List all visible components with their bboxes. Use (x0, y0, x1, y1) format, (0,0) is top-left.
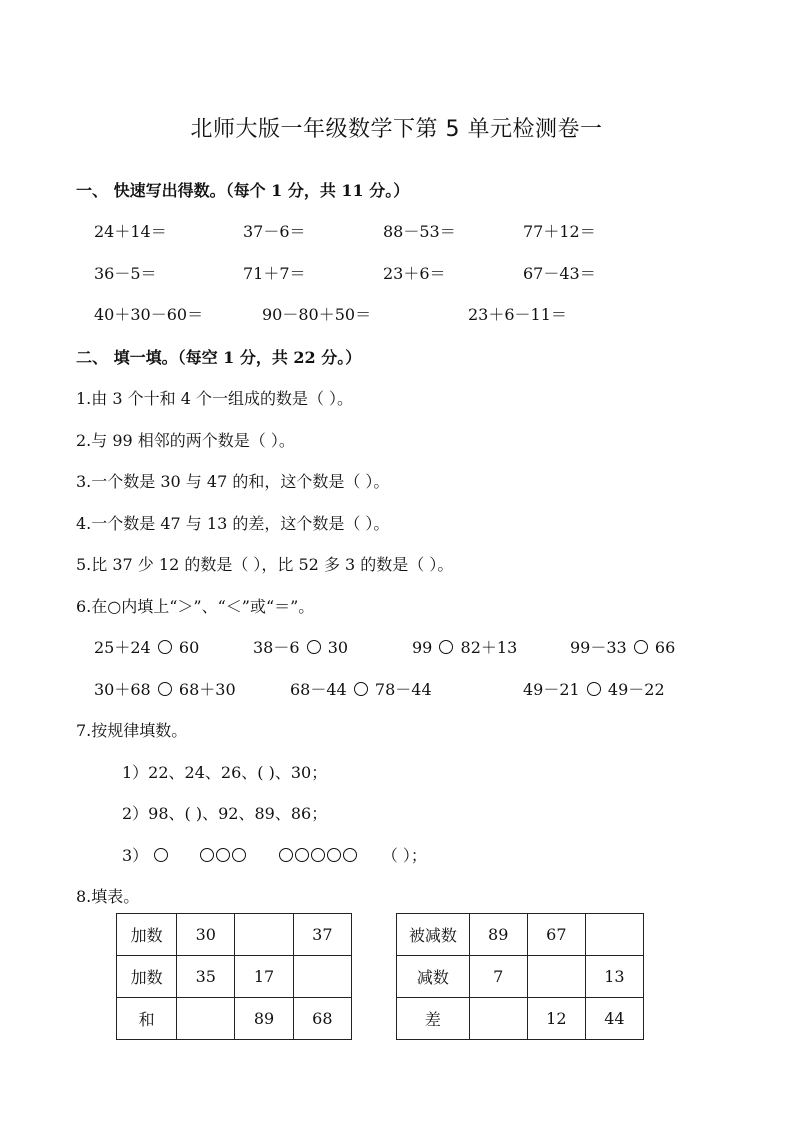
compare-left: 68－44 (290, 680, 347, 699)
compare-right: 66 (654, 638, 676, 657)
question-7-3-prefix: 3） (122, 846, 149, 865)
compare-right: 68＋30 (178, 680, 236, 699)
table-cell: 7 (469, 956, 527, 998)
compare-item (290, 677, 432, 700)
table-cell[interactable] (177, 998, 235, 1040)
table-row (397, 914, 644, 956)
question-8: 8.填表。 (76, 887, 140, 906)
compare-item (94, 635, 199, 658)
table-cell: 68 (293, 998, 351, 1040)
table-cell: 89 (235, 998, 293, 1040)
section-1-heading: 一、 快速写出得数。（每个 1 分，共 11 分。） (76, 181, 410, 200)
circle-icon (154, 848, 168, 862)
compare-left: 99 (412, 638, 433, 657)
compare-right: 78－44 (374, 680, 432, 699)
table-cell: 35 (177, 956, 235, 998)
table-cell: 被减数 (397, 914, 470, 956)
circle-icon (311, 848, 325, 862)
calc-item: 37－6＝ (243, 222, 306, 241)
table-cell: 89 (469, 914, 527, 956)
table-row (397, 956, 644, 998)
circle-blank[interactable] (354, 682, 368, 696)
compare-left: 49－21 (523, 680, 580, 699)
calc-item: 36－5＝ (94, 264, 157, 283)
table-cell: 差 (397, 998, 470, 1040)
table-row (117, 956, 352, 998)
table-cell[interactable] (235, 914, 293, 956)
compare-left: 30＋68 (94, 680, 151, 699)
compare-item (523, 677, 665, 700)
table-cell: 30 (177, 914, 235, 956)
compare-left: 25＋24 (94, 638, 151, 657)
question-6: 6.在○内填上“＞”、“＜”或“＝”。 (76, 597, 315, 616)
table-row (117, 914, 352, 956)
circle-icon (200, 848, 214, 862)
table-row (117, 998, 352, 1040)
page-title: 北师大版一年级数学下第 5 单元检测卷一 (190, 117, 603, 142)
compare-item (94, 677, 236, 700)
table-row (397, 998, 644, 1040)
compare-item (570, 635, 675, 658)
compare-left: 38－6 (253, 638, 300, 657)
table-cell: 加数 (117, 914, 177, 956)
circle-blank[interactable] (439, 640, 453, 654)
table-cell[interactable] (293, 956, 351, 998)
circle-blank[interactable] (634, 640, 648, 654)
question-7-2: 2）98、( )、92、89、86； (122, 804, 328, 823)
addition-table (116, 913, 352, 1040)
compare-right: 49－22 (607, 680, 665, 699)
compare-item (253, 635, 348, 658)
table-cell: 和 (117, 998, 177, 1040)
compare-right: 30 (327, 638, 349, 657)
question-4: 4.一个数是 47 与 13 的差，这个数是（ ）。 (76, 514, 390, 533)
circle-icon (232, 848, 246, 862)
question-7: 7.按规律填数。 (76, 721, 188, 740)
question-3: 3.一个数是 30 与 47 的和，这个数是（ ）。 (76, 472, 390, 491)
circle-blank[interactable] (158, 640, 172, 654)
circle-icon (295, 848, 309, 862)
compare-right: 60 (178, 638, 200, 657)
section-2-heading: 二、 填一填。（每空 1 分，共 22 分。） (76, 348, 362, 367)
calc-item: 88－53＝ (383, 222, 456, 241)
calc-item: 40＋30－60＝ (94, 305, 204, 324)
circle-blank[interactable] (587, 682, 601, 696)
table-cell[interactable] (585, 914, 643, 956)
circle-blank[interactable] (307, 640, 321, 654)
table-cell: 37 (293, 914, 351, 956)
question-1: 1.由 3 个十和 4 个一组成的数是（ ）。 (76, 389, 354, 408)
calc-item: 23＋6＝ (383, 264, 446, 283)
table-cell: 13 (585, 956, 643, 998)
table-cell: 17 (235, 956, 293, 998)
table-cell: 减数 (397, 956, 470, 998)
calc-item: 24＋14＝ (94, 222, 167, 241)
circle-icon (216, 848, 230, 862)
question-7-3-blank: （ ）； (381, 846, 427, 865)
table-cell[interactable] (469, 998, 527, 1040)
table-cell: 67 (527, 914, 585, 956)
question-5: 5.比 37 少 12 的数是（ ），比 52 多 3 的数是（ ）。 (76, 555, 454, 574)
circle-blank[interactable] (158, 682, 172, 696)
question-2: 2.与 99 相邻的两个数是（ ）。 (76, 431, 295, 450)
table-cell: 12 (527, 998, 585, 1040)
circle-icon (343, 848, 357, 862)
calc-item: 23＋6－11＝ (468, 305, 567, 324)
question-7-1: 1）22、24、26、( )、30； (122, 763, 328, 782)
circle-icon (279, 848, 293, 862)
calc-item: 77＋12＝ (523, 222, 596, 241)
table-cell: 44 (585, 998, 643, 1040)
calc-item: 90－80＋50＝ (262, 305, 372, 324)
circle-icon (327, 848, 341, 862)
question-7-3 (122, 843, 427, 866)
compare-item (412, 635, 517, 658)
table-cell: 加数 (117, 956, 177, 998)
calc-item: 67－43＝ (523, 264, 596, 283)
compare-left: 99－33 (570, 638, 627, 657)
table-cell[interactable] (527, 956, 585, 998)
calc-item: 71＋7＝ (243, 264, 306, 283)
subtraction-table (396, 913, 644, 1040)
compare-right: 82＋13 (460, 638, 518, 657)
